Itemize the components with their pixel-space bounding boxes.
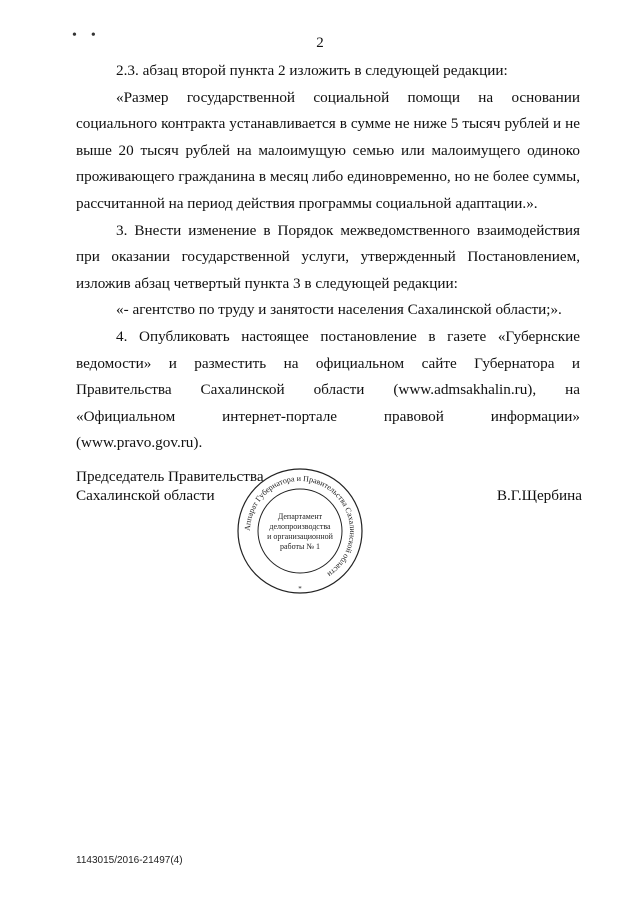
- signatory-position-line2: Сахалинской области: [76, 487, 215, 504]
- paragraph-quote-agency: «- агентство по труду и занятости населения Сахалинской области;».: [116, 301, 562, 319]
- registration-number: 1143015/2016-21497(4): [76, 855, 183, 866]
- signatory-name: В.Г.Щербина: [496, 487, 582, 504]
- paragraph-3: 3. Внести изменение в Порядок межведомственного взаимодействия при оказании государственной услуги, утвержденный Постановлением, изложив абзац четвертый пункта 3 в следующей редакции:: [76, 221, 580, 292]
- stamp-center-line2: делопроизводства: [269, 522, 331, 531]
- scan-marks: ••: [72, 28, 110, 43]
- document-body: [76, 58, 580, 457]
- official-stamp: [235, 466, 365, 596]
- stamp-outer-ring: [238, 469, 362, 593]
- stamp-star-icon: *: [298, 585, 302, 593]
- paragraph-2-3: 2.3. абзац второй пункта 2 изложить в следующей редакции:: [116, 62, 508, 79]
- signatory-position-line1: Председатель Правительства: [76, 468, 264, 485]
- stamp-inner-ring: [258, 489, 342, 573]
- stamp-center-line4: работы № 1: [279, 542, 321, 551]
- stamp-center-line3: и организационной: [267, 532, 333, 541]
- paragraph-4: 4. Опубликовать настоящее постановление в газете «Губернские ведомости» и разместить на официальном сайте Губернатора и Правительства Сахалинской области (www.admsakhalin.ru), на «Официальном интернет-портале правовой информации» (www.pravo.gov.ru).: [76, 327, 580, 452]
- paragraph-quote-social-contract: «Размер государственной социальной помощи на основании социального контракта устанавливается в сумме не ниже 5 тысяч рублей и не выше 20 тысяч рублей на малоимущую семью или малоимущего одиноко проживающего гражданина в месяц либо единовременно, но не более суммы, рассчитанной на период действия программы социальной адаптации.».: [76, 88, 580, 212]
- page-number: 2: [316, 35, 324, 51]
- stamp-ring-text: Аппарат Губернатора и Правительства Сахалинской области: [242, 473, 358, 579]
- stamp-center-line1: Департамент: [277, 512, 323, 521]
